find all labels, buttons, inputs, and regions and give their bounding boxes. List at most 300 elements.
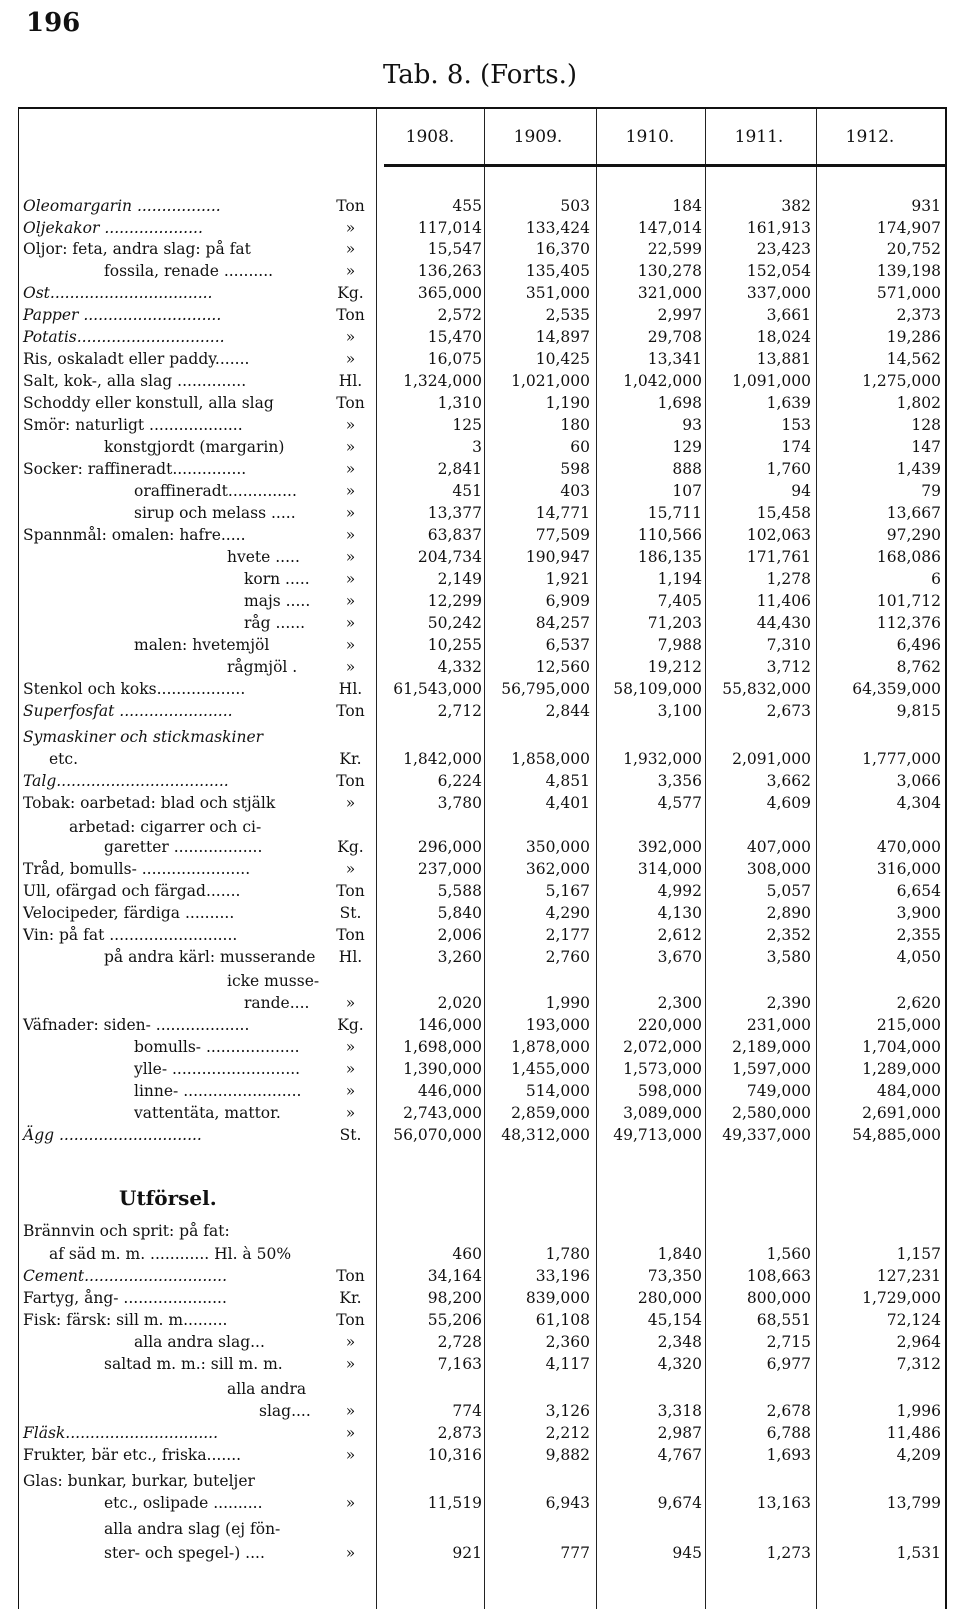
value-cell-5: 215,000 [876,1016,941,1034]
value-cell-2: 56,795,000 [501,680,590,698]
value-cell-2: 6,537 [545,636,590,654]
value-cell-5: 174,907 [876,219,941,237]
row-unit: » [345,1104,356,1122]
row-label: Glas: bunkar, burkar, buteljer [23,1472,255,1490]
value-cell-1: 460 [452,1245,482,1263]
value-cell-2: 839,000 [525,1289,590,1307]
value-cell-4: 2,091,000 [732,750,811,768]
table-row [19,1310,945,1331]
value-cell-5: 6,654 [896,882,941,900]
row-unit: » [345,570,356,588]
value-cell-5: 1,531 [896,1544,941,1562]
row-unit: » [345,1424,356,1442]
value-cell-4: 15,458 [756,504,811,522]
value-cell-2: 1,990 [545,994,590,1012]
row-unit: St. [339,904,362,922]
row-label: Talg................................... [23,772,229,790]
value-cell-3: 888 [672,460,702,478]
value-cell-2: 1,455,000 [511,1060,590,1078]
year-header: 1912. [845,127,895,147]
value-cell-5: 20,752 [886,240,941,258]
table-row [19,701,945,722]
table-row [19,327,945,348]
value-cell-2: 190,947 [525,548,590,566]
value-cell-1: 6,224 [437,772,482,790]
row-label: fossila, renade .......... [104,262,274,280]
row-unit: Ton [336,1311,365,1329]
value-cell-3: 19,212 [647,658,702,676]
value-cell-1: 446,000 [417,1082,482,1100]
value-cell-2: 2,177 [545,926,590,944]
row-unit: » [345,1355,356,1373]
row-unit: » [345,1082,356,1100]
value-cell-3: 3,670 [657,948,702,966]
row-label: majs ..... [244,592,311,610]
value-cell-4: 108,663 [746,1267,811,1285]
value-cell-5: 931 [911,197,941,215]
value-cell-3: 73,350 [647,1267,702,1285]
value-cell-5: 3,900 [896,904,941,922]
row-label: Schoddy eller konstull, alla slag [23,394,274,412]
value-cell-5: 1,289,000 [862,1060,941,1078]
table-row [19,749,945,770]
row-unit: Kg. [337,284,364,302]
value-cell-3: 58,109,000 [613,680,702,698]
row-unit: » [345,1446,356,1464]
value-cell-3: 220,000 [637,1016,702,1034]
row-label: garetter .................. [104,838,263,856]
value-cell-1: 12,299 [427,592,482,610]
value-cell-5: 484,000 [876,1082,941,1100]
value-cell-2: 1,190 [545,394,590,412]
value-cell-4: 18,024 [756,328,811,346]
value-cell-3: 280,000 [637,1289,702,1307]
value-cell-3: 2,072,000 [623,1038,702,1056]
value-cell-1: 2,841 [437,460,482,478]
row-unit: Ton [336,1267,365,1285]
row-unit: » [345,994,356,1012]
value-cell-1: 2,873 [437,1424,482,1442]
row-label: på andra kärl: musserande [104,948,316,966]
value-cell-4: 337,000 [746,284,811,302]
value-cell-5: 11,486 [886,1424,941,1442]
value-cell-1: 1,390,000 [403,1060,482,1078]
value-cell-1: 2,712 [437,702,482,720]
value-cell-5: 1,439 [896,460,941,478]
value-cell-5: 168,086 [876,548,941,566]
value-cell-2: 598 [560,460,590,478]
value-cell-1: 3,780 [437,794,482,812]
row-unit: » [345,860,356,878]
table-row [19,837,945,858]
value-cell-2: 6,943 [545,1494,590,1512]
table-row [19,239,945,260]
value-cell-2: 10,425 [535,350,590,368]
value-cell-2: 777 [560,1544,590,1562]
value-cell-4: 5,057 [766,882,811,900]
row-label: Brännvin och sprit: på fat: [23,1222,230,1240]
value-cell-2: 84,257 [535,614,590,632]
value-cell-3: 9,674 [657,1494,702,1512]
value-cell-2: 61,108 [535,1311,590,1329]
value-cell-5: 6 [931,570,941,588]
value-cell-1: 34,164 [427,1267,482,1285]
value-cell-5: 4,209 [896,1446,941,1464]
row-unit: » [345,262,356,280]
value-cell-5: 316,000 [876,860,941,878]
value-cell-2: 2,535 [545,306,590,324]
row-unit: Ton [336,882,365,900]
value-cell-5: 1,996 [896,1402,941,1420]
value-cell-2: 403 [560,482,590,500]
value-cell-3: 4,130 [657,904,702,922]
value-cell-1: 15,470 [427,328,482,346]
table-row [19,1543,945,1564]
row-label: Oleomargarin ................. [23,197,221,215]
value-cell-3: 2,348 [657,1333,702,1351]
value-cell-4: 152,054 [746,262,811,280]
value-cell-2: 514,000 [525,1082,590,1100]
table-row [19,679,945,700]
value-cell-1: 921 [452,1544,482,1562]
value-cell-4: 13,881 [756,350,811,368]
table-row [19,817,945,838]
value-cell-4: 2,189,000 [732,1038,811,1056]
table-row [19,1015,945,1036]
value-cell-1: 204,734 [417,548,482,566]
table-row [19,1423,945,1444]
row-unit: » [345,482,356,500]
value-cell-1: 1,324,000 [403,372,482,390]
value-cell-1: 2,728 [437,1333,482,1351]
value-cell-1: 136,263 [417,262,482,280]
row-unit: » [345,1494,356,1512]
value-cell-5: 3,066 [896,772,941,790]
row-label: Papper ............................ [23,306,222,324]
row-unit: Ton [336,926,365,944]
value-cell-2: 60 [570,438,590,456]
table-row [19,1332,945,1353]
value-cell-2: 1,021,000 [511,372,590,390]
value-cell-3: 3,089,000 [623,1104,702,1122]
value-cell-5: 4,050 [896,948,941,966]
value-cell-5: 1,157 [896,1245,941,1263]
value-cell-4: 1,597,000 [732,1060,811,1078]
value-cell-5: 64,359,000 [852,680,941,698]
value-cell-4: 6,977 [766,1355,811,1373]
value-cell-4: 1,278 [766,570,811,588]
row-label: malen: hvetemjöl [134,636,270,654]
value-cell-3: 392,000 [637,838,702,856]
value-cell-1: 2,572 [437,306,482,324]
value-cell-4: 3,661 [766,306,811,324]
value-cell-3: 7,988 [657,636,702,654]
table-row [19,1379,945,1400]
value-cell-1: 56,070,000 [393,1126,482,1144]
table-row [19,1288,945,1309]
row-label: Tråd, bomulls- ...................... [23,860,251,878]
row-unit: Ton [336,394,365,412]
value-cell-1: 4,332 [437,658,482,676]
value-cell-5: 7,312 [896,1355,941,1373]
value-cell-5: 54,885,000 [852,1126,941,1144]
value-cell-1: 3 [472,438,482,456]
value-cell-1: 451 [452,482,482,500]
value-cell-4: 3,712 [766,658,811,676]
value-cell-4: 2,890 [766,904,811,922]
table-row [19,947,945,968]
row-label: Socker: raffineradt............... [23,460,247,478]
year-header: 1910. [625,127,675,147]
table-row [19,569,945,590]
row-label: hvete ..... [227,548,300,566]
value-cell-4: 44,430 [756,614,811,632]
value-cell-1: 3,260 [437,948,482,966]
table-row [19,437,945,458]
value-cell-2: 12,560 [535,658,590,676]
row-unit: » [345,526,356,544]
table-row [19,657,945,678]
value-cell-1: 50,242 [427,614,482,632]
value-cell-1: 125 [452,416,482,434]
value-cell-3: 4,320 [657,1355,702,1373]
value-cell-1: 7,163 [437,1355,482,1373]
value-cell-2: 350,000 [525,838,590,856]
value-cell-2: 14,771 [535,504,590,522]
value-cell-5: 79 [921,482,941,500]
value-cell-1: 2,149 [437,570,482,588]
value-cell-2: 2,859,000 [511,1104,590,1122]
row-label: Stenkol och koks.................. [23,680,246,698]
value-cell-4: 3,662 [766,772,811,790]
value-cell-3: 15,711 [647,504,702,522]
row-unit: » [345,240,356,258]
value-cell-3: 3,318 [657,1402,702,1420]
table-row [19,881,945,902]
row-label: ster- och spegel-) .... [104,1544,265,1562]
value-cell-3: 1,932,000 [623,750,702,768]
value-cell-5: 8,762 [896,658,941,676]
value-cell-5: 147 [911,438,941,456]
row-unit: » [345,794,356,812]
row-unit: » [345,504,356,522]
year-header: 1911. [734,127,784,147]
value-cell-5: 571,000 [876,284,941,302]
row-label: Salt, kok-, alla slag .............. [23,372,247,390]
table-row [19,349,945,370]
value-cell-2: 503 [560,197,590,215]
value-cell-4: 407,000 [746,838,811,856]
header-rule [384,164,945,167]
value-cell-1: 15,547 [427,240,482,258]
value-cell-5: 6,496 [896,636,941,654]
row-unit: » [345,438,356,456]
value-cell-3: 22,599 [647,240,702,258]
table-row [19,859,945,880]
value-cell-3: 93 [682,416,702,434]
value-cell-4: 1,091,000 [732,372,811,390]
value-cell-3: 3,100 [657,702,702,720]
value-cell-3: 1,194 [657,570,702,588]
value-cell-3: 4,767 [657,1446,702,1464]
row-unit: Kr. [339,750,362,768]
value-cell-1: 13,377 [427,504,482,522]
table-row [19,1081,945,1102]
value-cell-3: 2,997 [657,306,702,324]
value-cell-1: 61,543,000 [393,680,482,698]
value-cell-2: 2,844 [545,702,590,720]
row-label: sirup och melass ..... [134,504,296,522]
row-label: Tobak: oarbetad: blad och stjälk [23,794,276,812]
value-cell-2: 33,196 [535,1267,590,1285]
value-cell-3: 186,135 [637,548,702,566]
value-cell-1: 16,075 [427,350,482,368]
value-cell-4: 102,063 [746,526,811,544]
table-row [19,283,945,304]
value-cell-3: 49,713,000 [613,1126,702,1144]
value-cell-4: 2,715 [766,1333,811,1351]
value-cell-4: 800,000 [746,1289,811,1307]
value-cell-4: 308,000 [746,860,811,878]
value-cell-5: 13,799 [886,1494,941,1512]
value-cell-4: 4,609 [766,794,811,812]
row-label: af säd m. m. ............ Hl. à 50% [49,1245,292,1263]
value-cell-4: 1,273 [766,1544,811,1562]
value-cell-5: 101,712 [876,592,941,610]
value-cell-4: 1,639 [766,394,811,412]
table-row [19,727,945,748]
year-header: 1908. [405,127,455,147]
row-label: rande.... [244,994,310,1012]
row-unit: » [345,416,356,434]
table-row [19,415,945,436]
value-cell-2: 9,882 [545,1446,590,1464]
table-row [19,1401,945,1422]
row-label: Ris, oskaladt eller paddy....... [23,350,250,368]
value-cell-4: 161,913 [746,219,811,237]
row-label: Fisk: färsk: sill m. m......... [23,1311,228,1329]
value-cell-2: 1,780 [545,1245,590,1263]
table-row [19,793,945,814]
value-cell-2: 180 [560,416,590,434]
row-unit: Ton [336,197,365,215]
statistics-table [18,107,947,1609]
value-cell-3: 29,708 [647,328,702,346]
value-cell-3: 110,566 [637,526,702,544]
row-unit: Kg. [337,838,364,856]
value-cell-4: 382 [781,197,811,215]
value-cell-1: 117,014 [417,219,482,237]
value-cell-2: 3,126 [545,1402,590,1420]
row-label: bomulls- ................... [134,1038,300,1056]
table-row [19,1266,945,1287]
table-row [19,1519,945,1540]
value-cell-4: 11,406 [756,592,811,610]
value-cell-3: 7,405 [657,592,702,610]
table-row [19,1221,945,1242]
table-row [19,393,945,414]
table-row [19,503,945,524]
value-cell-4: 55,832,000 [722,680,811,698]
row-unit: » [345,350,356,368]
table-row [19,525,945,546]
row-label: Väfnader: siden- ................... [23,1016,250,1034]
value-cell-2: 193,000 [525,1016,590,1034]
value-cell-3: 2,300 [657,994,702,1012]
value-cell-3: 314,000 [637,860,702,878]
value-cell-2: 14,897 [535,328,590,346]
value-cell-3: 2,987 [657,1424,702,1442]
value-cell-3: 107 [672,482,702,500]
row-label: Fläsk............................... [23,1424,219,1442]
value-cell-2: 2,760 [545,948,590,966]
row-unit: Hl. [338,372,363,390]
row-unit: » [345,460,356,478]
table-row [19,771,945,792]
row-label: Ägg ............................. [23,1126,202,1144]
value-cell-4: 13,163 [756,1494,811,1512]
row-label: Vin: på fat .......................... [23,926,238,944]
table-row [19,371,945,392]
table-row [19,1103,945,1124]
value-cell-2: 2,212 [545,1424,590,1442]
value-cell-1: 2,743,000 [403,1104,482,1122]
table-row [19,591,945,612]
row-label: Ull, ofärgad och färgad....... [23,882,241,900]
value-cell-2: 4,401 [545,794,590,812]
value-cell-1: 1,698,000 [403,1038,482,1056]
row-unit: Kg. [337,1016,364,1034]
table-row [19,1059,945,1080]
row-unit: St. [339,1126,362,1144]
value-cell-1: 10,255 [427,636,482,654]
row-unit: Ton [336,772,365,790]
row-unit: » [345,658,356,676]
value-cell-3: 129 [672,438,702,456]
row-label: Cement............................. [23,1267,227,1285]
row-label: vattentäta, mattor. [134,1104,281,1122]
table-row [19,925,945,946]
value-cell-4: 2,390 [766,994,811,1012]
value-cell-4: 7,310 [766,636,811,654]
value-cell-1: 146,000 [417,1016,482,1034]
row-unit: » [345,219,356,237]
value-cell-4: 3,580 [766,948,811,966]
value-cell-4: 1,760 [766,460,811,478]
table-row [19,481,945,502]
value-cell-3: 598,000 [637,1082,702,1100]
table-row [19,1125,945,1146]
value-cell-3: 1,042,000 [623,372,702,390]
row-unit: Hl. [338,680,363,698]
table-title: Tab. 8. (Forts.) [382,60,578,90]
row-label: ylle- .......................... [134,1060,301,1078]
value-cell-3: 1,840 [657,1245,702,1263]
value-cell-2: 4,117 [545,1355,590,1373]
value-cell-2: 5,167 [545,882,590,900]
value-cell-1: 1,842,000 [403,750,482,768]
value-cell-1: 237,000 [417,860,482,878]
row-label: etc. [49,750,79,768]
value-cell-2: 48,312,000 [501,1126,590,1144]
row-label: linne- ........................ [134,1082,302,1100]
row-label: Smör: naturligt ................... [23,416,243,434]
row-label: arbetad: cigarrer och ci- [69,818,262,836]
value-cell-5: 2,620 [896,994,941,1012]
value-cell-2: 4,851 [545,772,590,790]
table-row [19,1244,945,1265]
value-cell-3: 945 [672,1544,702,1562]
